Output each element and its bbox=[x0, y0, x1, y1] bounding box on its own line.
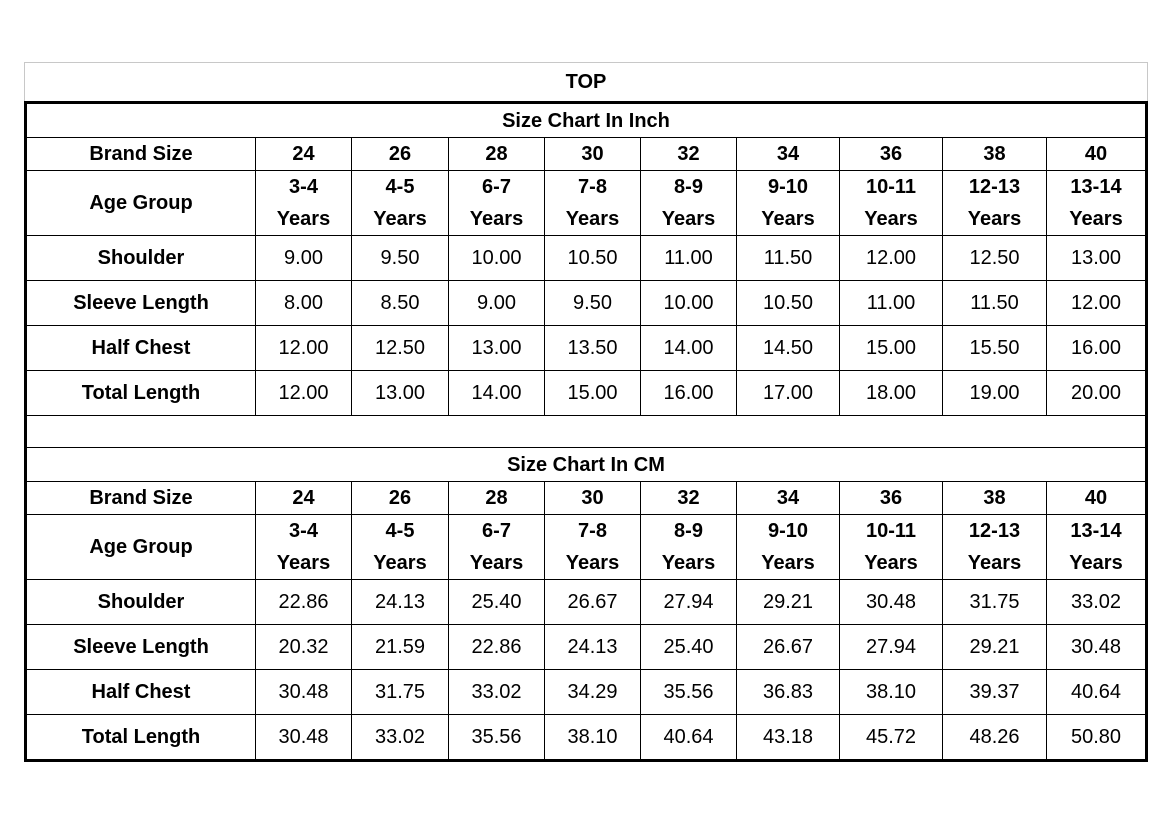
age-range: 3-4 bbox=[289, 176, 318, 198]
age-unit: Years bbox=[1069, 552, 1123, 574]
measurement-value: 22.86 bbox=[449, 625, 545, 670]
measurement-value: 30.48 bbox=[840, 580, 943, 625]
age-range: 9-10 bbox=[767, 176, 809, 198]
age-unit: Years bbox=[276, 552, 331, 574]
brand-size-label: Brand Size bbox=[26, 138, 256, 171]
measurement-value: 31.75 bbox=[352, 670, 449, 715]
brand-size-cell: 28 bbox=[449, 138, 545, 171]
age-range: 12-13 bbox=[968, 520, 1021, 542]
measurement-value: 14.50 bbox=[737, 326, 840, 371]
age-range: 13-14 bbox=[1070, 176, 1122, 198]
measurement-value: 18.00 bbox=[840, 371, 943, 416]
measurement-value: 30.48 bbox=[256, 670, 352, 715]
age-unit: Years bbox=[469, 552, 524, 574]
measurement-value: 9.50 bbox=[545, 281, 641, 326]
measurement-value: 11.50 bbox=[943, 281, 1047, 326]
age-unit: Years bbox=[761, 208, 815, 230]
measurement-value: 17.00 bbox=[737, 371, 840, 416]
measurement-value: 15.50 bbox=[943, 326, 1047, 371]
measurement-label: Total Length bbox=[26, 715, 256, 761]
measurement-label: Sleeve Length bbox=[26, 281, 256, 326]
brand-size-cell: 36 bbox=[840, 138, 943, 171]
brand-size-label: Brand Size bbox=[26, 482, 256, 515]
measurement-value: 14.00 bbox=[641, 326, 737, 371]
measurement-value: 8.50 bbox=[352, 281, 449, 326]
age-range: 3-4 bbox=[289, 520, 318, 542]
age-group-row bbox=[26, 171, 1147, 236]
brand-size-cell: 40 bbox=[1047, 482, 1147, 515]
measurement-value: 14.00 bbox=[449, 371, 545, 416]
age-range: 9-10 bbox=[767, 520, 809, 542]
measurement-row bbox=[26, 625, 1147, 670]
age-group-cell bbox=[1047, 171, 1147, 236]
measurement-value: 48.26 bbox=[943, 715, 1047, 761]
brand-size-cell: 28 bbox=[449, 482, 545, 515]
measurement-value: 20.00 bbox=[1047, 371, 1147, 416]
age-range: 10-11 bbox=[865, 176, 917, 198]
measurement-value: 19.00 bbox=[943, 371, 1047, 416]
size-chart-sheet bbox=[24, 62, 1148, 762]
brand-size-cell: 36 bbox=[840, 482, 943, 515]
measurement-row bbox=[26, 715, 1147, 761]
age-group-cell bbox=[840, 515, 943, 580]
age-unit: Years bbox=[661, 552, 716, 574]
measurement-value: 30.48 bbox=[1047, 625, 1147, 670]
brand-size-cell: 30 bbox=[545, 138, 641, 171]
measurement-row bbox=[26, 580, 1147, 625]
measurement-value: 26.67 bbox=[545, 580, 641, 625]
size-chart-table bbox=[24, 101, 1148, 762]
measurement-value: 9.00 bbox=[256, 236, 352, 281]
brand-size-cell: 32 bbox=[641, 482, 737, 515]
age-group-cell bbox=[737, 515, 840, 580]
measurement-value: 29.21 bbox=[737, 580, 840, 625]
age-unit: Years bbox=[761, 552, 815, 574]
section-heading: Size Chart In CM bbox=[26, 448, 1147, 482]
measurement-value: 36.83 bbox=[737, 670, 840, 715]
age-unit: Years bbox=[565, 208, 620, 230]
measurement-row bbox=[26, 371, 1147, 416]
age-range: 12-13 bbox=[968, 176, 1021, 198]
measurement-label: Half Chest bbox=[26, 326, 256, 371]
measurement-value: 10.50 bbox=[737, 281, 840, 326]
age-group-cell bbox=[943, 171, 1047, 236]
age-group-cell bbox=[449, 515, 545, 580]
measurement-value: 20.32 bbox=[256, 625, 352, 670]
measurement-label: Shoulder bbox=[26, 236, 256, 281]
measurement-value: 13.00 bbox=[449, 326, 545, 371]
age-unit: Years bbox=[565, 552, 620, 574]
measurement-value: 29.21 bbox=[943, 625, 1047, 670]
measurement-value: 26.67 bbox=[737, 625, 840, 670]
measurement-value: 13.00 bbox=[1047, 236, 1147, 281]
measurement-value: 11.50 bbox=[737, 236, 840, 281]
section-heading-row bbox=[26, 448, 1147, 482]
brand-size-cell: 34 bbox=[737, 138, 840, 171]
measurement-value: 25.40 bbox=[449, 580, 545, 625]
age-range: 7-8 bbox=[578, 176, 607, 198]
measurement-value: 30.48 bbox=[256, 715, 352, 761]
measurement-label: Sleeve Length bbox=[26, 625, 256, 670]
measurement-value: 35.56 bbox=[641, 670, 737, 715]
section-heading: Size Chart In Inch bbox=[26, 103, 1147, 138]
brand-size-cell: 24 bbox=[256, 138, 352, 171]
brand-size-row bbox=[26, 482, 1147, 515]
measurement-value: 16.00 bbox=[641, 371, 737, 416]
measurement-value: 33.02 bbox=[352, 715, 449, 761]
measurement-row bbox=[26, 670, 1147, 715]
age-group-cell bbox=[449, 171, 545, 236]
measurement-value: 11.00 bbox=[840, 281, 943, 326]
age-unit: Years bbox=[864, 552, 918, 574]
age-range: 4-5 bbox=[385, 176, 415, 198]
age-group-cell bbox=[545, 515, 641, 580]
measurement-value: 13.00 bbox=[352, 371, 449, 416]
measurement-value: 15.00 bbox=[840, 326, 943, 371]
measurement-row bbox=[26, 236, 1147, 281]
measurement-value: 31.75 bbox=[943, 580, 1047, 625]
brand-size-cell: 38 bbox=[943, 138, 1047, 171]
age-group-cell bbox=[352, 515, 449, 580]
age-range: 4-5 bbox=[385, 520, 415, 542]
age-range: 8-9 bbox=[674, 176, 703, 198]
age-unit: Years bbox=[864, 208, 918, 230]
brand-size-cell: 40 bbox=[1047, 138, 1147, 171]
measurement-value: 12.50 bbox=[352, 326, 449, 371]
measurement-row bbox=[26, 326, 1147, 371]
brand-size-cell: 32 bbox=[641, 138, 737, 171]
age-range: 7-8 bbox=[578, 520, 607, 542]
measurement-value: 45.72 bbox=[840, 715, 943, 761]
brand-size-cell: 26 bbox=[352, 482, 449, 515]
section-spacer-row bbox=[26, 416, 1147, 448]
brand-size-cell: 34 bbox=[737, 482, 840, 515]
measurement-value: 38.10 bbox=[545, 715, 641, 761]
age-group-cell bbox=[1047, 515, 1147, 580]
measurement-value: 15.00 bbox=[545, 371, 641, 416]
age-group-label: Age Group bbox=[26, 171, 256, 236]
chart-title: TOP bbox=[24, 62, 1148, 101]
measurement-value: 38.10 bbox=[840, 670, 943, 715]
measurement-value: 35.56 bbox=[449, 715, 545, 761]
measurement-value: 12.50 bbox=[943, 236, 1047, 281]
age-unit: Years bbox=[1069, 208, 1123, 230]
measurement-value: 33.02 bbox=[449, 670, 545, 715]
measurement-value: 24.13 bbox=[545, 625, 641, 670]
measurement-value: 22.86 bbox=[256, 580, 352, 625]
measurement-value: 40.64 bbox=[1047, 670, 1147, 715]
measurement-value: 12.00 bbox=[840, 236, 943, 281]
measurement-label: Half Chest bbox=[26, 670, 256, 715]
measurement-value: 34.29 bbox=[545, 670, 641, 715]
measurement-value: 33.02 bbox=[1047, 580, 1147, 625]
age-group-cell bbox=[352, 171, 449, 236]
measurement-value: 13.50 bbox=[545, 326, 641, 371]
age-unit: Years bbox=[469, 208, 524, 230]
measurement-value: 40.64 bbox=[641, 715, 737, 761]
section-heading-row bbox=[26, 103, 1147, 138]
measurement-value: 10.00 bbox=[641, 281, 737, 326]
measurement-row bbox=[26, 281, 1147, 326]
brand-size-cell: 24 bbox=[256, 482, 352, 515]
age-unit: Years bbox=[373, 208, 427, 230]
measurement-value: 10.50 bbox=[545, 236, 641, 281]
age-group-cell bbox=[641, 171, 737, 236]
age-group-cell bbox=[641, 515, 737, 580]
measurement-value: 50.80 bbox=[1047, 715, 1147, 761]
age-unit: Years bbox=[661, 208, 716, 230]
measurement-value: 43.18 bbox=[737, 715, 840, 761]
measurement-value: 27.94 bbox=[641, 580, 737, 625]
age-group-cell bbox=[256, 515, 352, 580]
age-range: 13-14 bbox=[1070, 520, 1122, 542]
measurement-value: 16.00 bbox=[1047, 326, 1147, 371]
measurement-value: 9.50 bbox=[352, 236, 449, 281]
measurement-value: 24.13 bbox=[352, 580, 449, 625]
measurement-label: Shoulder bbox=[26, 580, 256, 625]
age-group-cell bbox=[737, 171, 840, 236]
age-unit: Years bbox=[373, 552, 427, 574]
measurement-value: 11.00 bbox=[641, 236, 737, 281]
age-range: 10-11 bbox=[865, 520, 917, 542]
spacer-cell bbox=[26, 416, 1147, 448]
age-range: 6-7 bbox=[482, 520, 511, 542]
age-group-cell bbox=[545, 171, 641, 236]
age-group-label: Age Group bbox=[26, 515, 256, 580]
measurement-value: 8.00 bbox=[256, 281, 352, 326]
age-unit: Years bbox=[967, 208, 1022, 230]
age-range: 8-9 bbox=[674, 520, 703, 542]
age-group-row bbox=[26, 515, 1147, 580]
measurement-value: 9.00 bbox=[449, 281, 545, 326]
measurement-value: 12.00 bbox=[256, 326, 352, 371]
measurement-value: 12.00 bbox=[1047, 281, 1147, 326]
brand-size-row bbox=[26, 138, 1147, 171]
brand-size-cell: 38 bbox=[943, 482, 1047, 515]
age-group-cell bbox=[256, 171, 352, 236]
age-group-cell bbox=[840, 171, 943, 236]
age-unit: Years bbox=[276, 208, 331, 230]
measurement-label: Total Length bbox=[26, 371, 256, 416]
measurement-value: 10.00 bbox=[449, 236, 545, 281]
brand-size-cell: 30 bbox=[545, 482, 641, 515]
measurement-value: 12.00 bbox=[256, 371, 352, 416]
measurement-value: 21.59 bbox=[352, 625, 449, 670]
measurement-value: 25.40 bbox=[641, 625, 737, 670]
brand-size-cell: 26 bbox=[352, 138, 449, 171]
age-range: 6-7 bbox=[482, 176, 511, 198]
measurement-value: 27.94 bbox=[840, 625, 943, 670]
age-unit: Years bbox=[967, 552, 1022, 574]
age-group-cell bbox=[943, 515, 1047, 580]
measurement-value: 39.37 bbox=[943, 670, 1047, 715]
